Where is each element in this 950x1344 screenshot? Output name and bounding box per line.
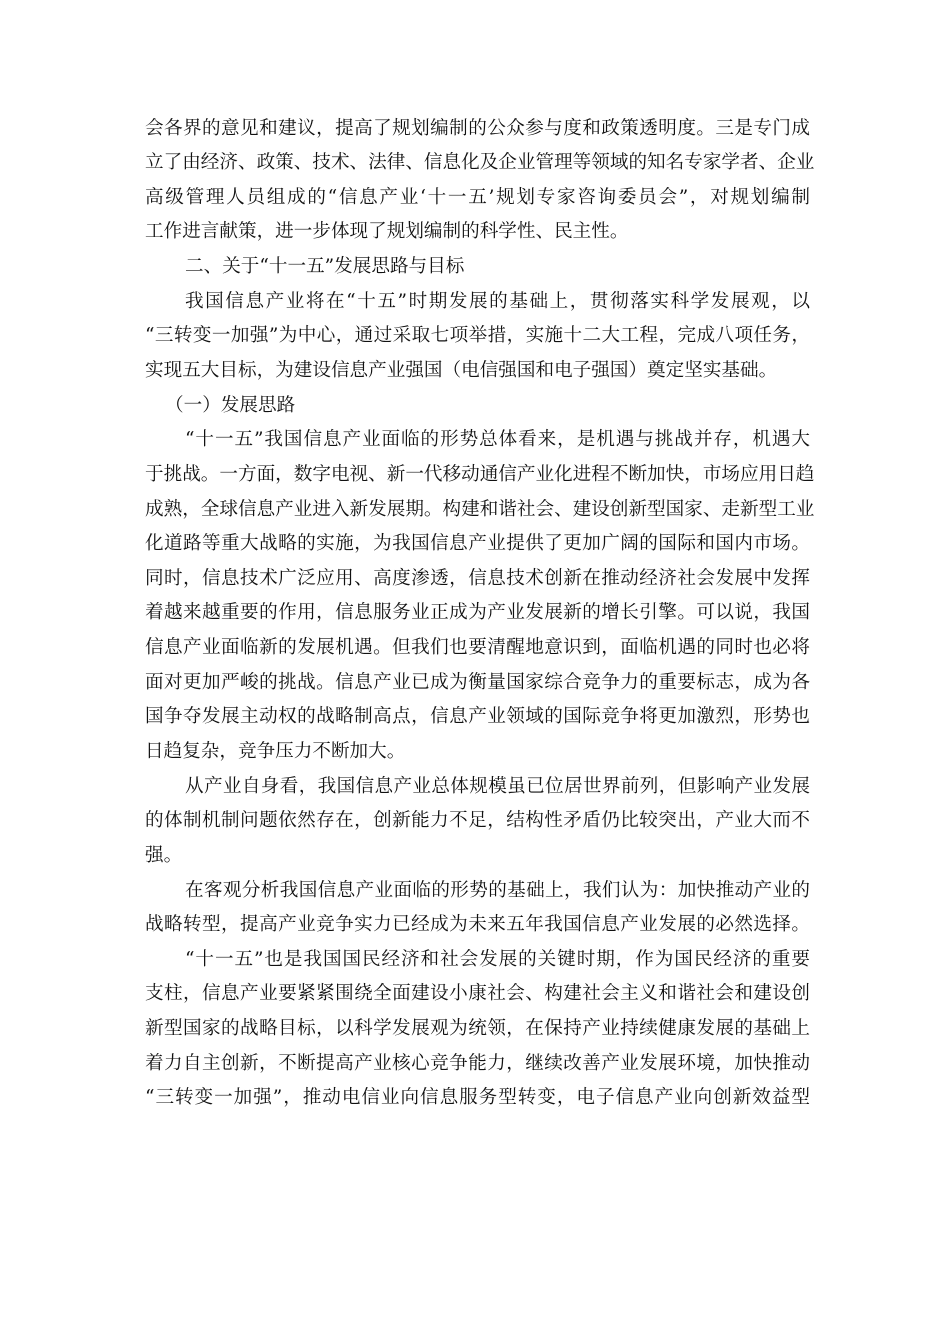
text-line: 在客观分析我国信息产业面临的形势的基础上，我们认为：加快推动产业的 xyxy=(185,880,810,901)
section-heading: 二、关于“十一五”发展思路与目标 xyxy=(185,256,465,277)
text-line: “三转变一加强”，推动电信业向信息服务型转变，电子信息产业向创新效益型 xyxy=(145,1087,810,1108)
text-line: 支柱，信息产业要紧紧围绕全面建设小康社会、构建社会主义和谐社会和建设创 xyxy=(145,983,810,1004)
text-line: 工作进言献策，进一步体现了规划编制的科学性、民主性。 xyxy=(145,221,629,242)
text-line: “十一五”也是我国国民经济和社会发展的关键时期，作为国民经济的重要 xyxy=(185,949,810,970)
text-line: 立了由经济、政策、技术、法律、信息化及企业管理等领域的知名专家学者、企业 xyxy=(145,152,815,173)
text-line: 日趋复杂，竞争压力不断加大。 xyxy=(145,741,406,762)
text-line: 面对更加严峻的挑战。信息产业已成为衡量国家综合竞争力的重要标志，成为各 xyxy=(145,672,810,693)
text-line: 从产业自身看，我国信息产业总体规模虽已位居世界前列，但影响产业发展 xyxy=(185,776,810,797)
text-line: 同时，信息技术广泛应用、高度渗透，信息技术创新在推动经济社会发展中发挥 xyxy=(145,568,810,589)
text-line: 战略转型，提高产业竞争实力已经成为未来五年我国信息产业发展的必然选择。 xyxy=(145,914,810,935)
text-line: 国争夺发展主动权的战略制高点，信息产业领域的国际竞争将更加激烈，形势也 xyxy=(145,706,810,727)
text-line: 信息产业面临新的发展机遇。但我们也要清醒地意识到，面临机遇的同时也必将 xyxy=(145,637,810,658)
text-line: “十一五”我国信息产业面临的形势总体看来，是机遇与挑战并存，机遇大 xyxy=(185,429,810,450)
text-line: 高级管理人员组成的“信息产业‘十一五’规划专家咨询委员会”，对规划编制 xyxy=(145,187,810,208)
text-line: 着力自主创新，不断提高产业核心竞争能力，继续改善产业发展环境，加快推动 xyxy=(145,1053,810,1074)
subsection-heading: （一）发展思路 xyxy=(165,395,296,416)
text-line: 我国信息产业将在“十五”时期发展的基础上，贯彻落实科学发展观，以 xyxy=(185,291,810,312)
text-line: 强。 xyxy=(145,845,183,866)
text-line: 成熟，全球信息产业进入新发展期。构建和谐社会、建设创新型国家、走新型工业 xyxy=(145,499,815,520)
text-line: 于挑战。一方面，数字电视、新一代移动通信产业化进程不断加快，市场应用日趋 xyxy=(145,464,815,485)
text-line: 会各界的意见和建议，提高了规划编制的公众参与度和政策透明度。三是专门成 xyxy=(145,118,810,139)
text-line: 的体制机制问题依然存在，创新能力不足，结构性矛盾仍比较突出，产业大而不 xyxy=(145,810,810,831)
text-line: 实现五大目标，为建设信息产业强国（电信强国和电子强国）奠定坚实基础。 xyxy=(145,360,778,381)
text-line: 着越来越重要的作用，信息服务业正成为产业发展新的增长引擎。可以说，我国 xyxy=(145,602,810,623)
text-line: 化道路等重大战略的实施，为我国信息产业提供了更加广阔的国际和国内市场。 xyxy=(145,533,810,554)
text-line: “三转变一加强”为中心，通过采取七项举措，实施十二大工程，完成八项任务， xyxy=(145,325,810,346)
text-line: 新型国家的战略目标，以科学发展观为统领，在保持产业持续健康发展的基础上 xyxy=(145,1018,810,1039)
